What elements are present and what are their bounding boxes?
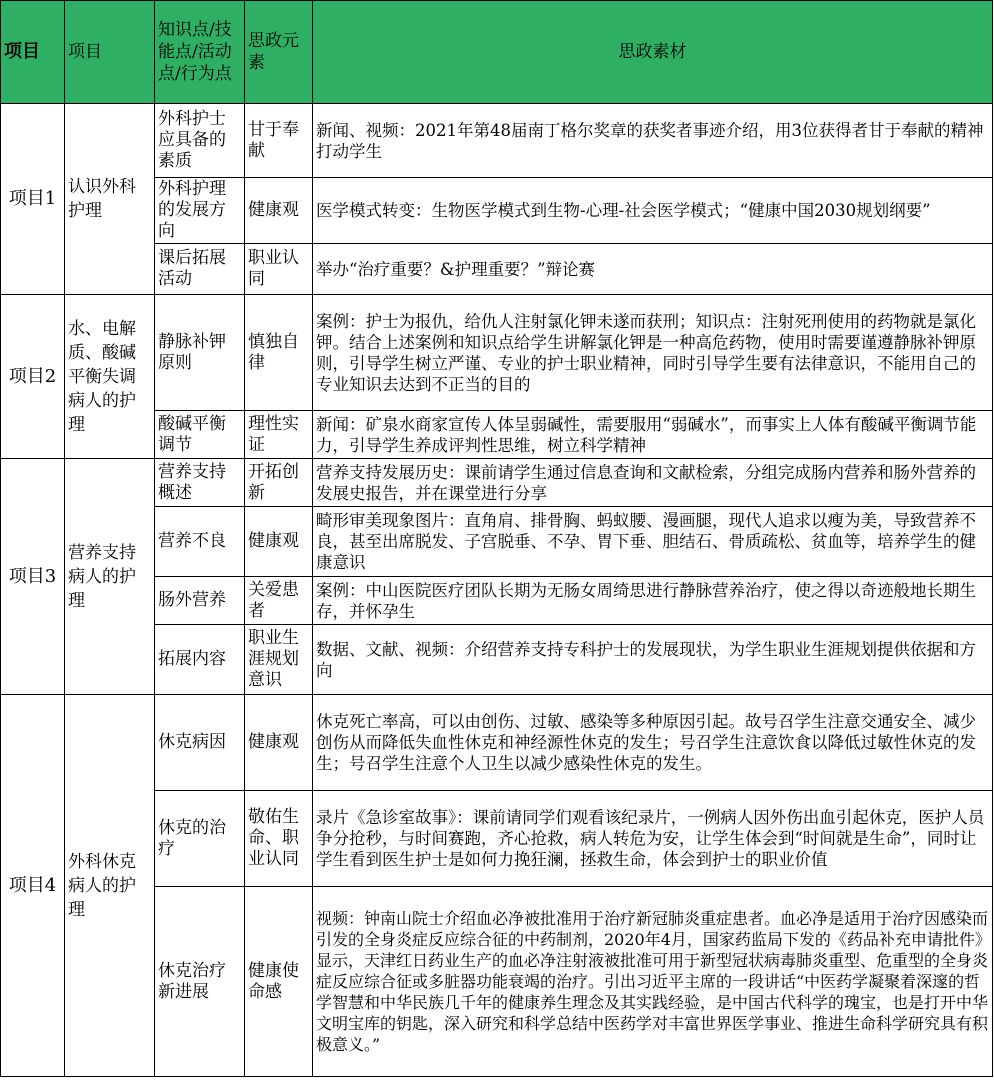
project-name: 认识外科护理 bbox=[65, 104, 155, 295]
project-id: 项目1 bbox=[1, 104, 65, 295]
element-cell: 敬佑生命、职业认同 bbox=[245, 791, 313, 887]
project-name: 水、电解质、酸碱平衡失调病人的护理 bbox=[65, 295, 155, 459]
element-cell: 职业生涯规划意识 bbox=[245, 625, 313, 695]
point-cell: 肠外营养 bbox=[155, 577, 245, 625]
point-cell: 营养支持概述 bbox=[155, 459, 245, 507]
point-cell: 酸碱平衡调节 bbox=[155, 411, 245, 459]
element-cell: 理性实证 bbox=[245, 411, 313, 459]
element-cell: 健康观 bbox=[245, 507, 313, 577]
project-name: 外科休克病人的护理 bbox=[65, 695, 155, 1077]
project-id: 项目4 bbox=[1, 695, 65, 1077]
point-cell: 课后拓展活动 bbox=[155, 244, 245, 295]
point-cell: 静脉补钾原则 bbox=[155, 295, 245, 411]
header-element: 思政元素 bbox=[245, 1, 313, 104]
point-cell: 外科护士应具备的素质 bbox=[155, 104, 245, 178]
table-row bbox=[1, 695, 993, 791]
project-name: 营养支持病人的护理 bbox=[65, 459, 155, 695]
element-cell: 甘于奉献 bbox=[245, 104, 313, 178]
table-row bbox=[1, 104, 993, 178]
header-project-no: 项目 bbox=[1, 1, 65, 104]
element-cell: 关爱患者 bbox=[245, 577, 313, 625]
material-cell: 医学模式转变：生物医学模式到生物-心理-社会医学模式；“健康中国2030规划纲要” bbox=[313, 178, 993, 244]
material-cell: 数据、文献、视频：介绍营养支持专科护士的发展现状，为学生职业生涯规划提供依据和方向 bbox=[313, 625, 993, 695]
material-cell: 案例：护士为报仇，给仇人注射氯化钾未遂而获刑；知识点：注射死刑使用的药物就是氯化钾。结合上述案例和知识点给学生讲解氯化钾是一种高危药物，使用时需要谨遵静脉补钾原则，引导学生树立严谨、专业的护士职业精神，同时引导学生要有法律意识，不能用自己的专业知识去达到不正当的目的 bbox=[313, 295, 993, 411]
point-cell: 营养不良 bbox=[155, 507, 245, 577]
element-cell: 慎独自律 bbox=[245, 295, 313, 411]
point-cell: 休克的治疗 bbox=[155, 791, 245, 887]
material-cell: 新闻、视频：2021年第48届南丁格尔奖章的获奖者事迹介绍，用3位获得者甘于奉献的精神打动学生 bbox=[313, 104, 993, 178]
material-cell: 视频：钟南山院士介绍血必净被批准用于治疗新冠肺炎重症患者。血必净是适用于治疗因感染而引发的全身炎症反应综合征的中药制剂，2020年4月，国家药监局下发的《药品补充申请批件》显示，天津红日药业生产的血必净注射液被批准可用于新型冠状病毒肺炎重型、危重型的全身炎症反应综合征或多脏器功能衰竭的治疗。引出习近平主席的一段讲话“中医药学凝聚着深邃的哲学智慧和中华民族几千年的健康养生理念及其实践经验，是中国古代科学的瑰宝，也是打开中华文明宝库的钥匙，深入研究和科学总结中医药学对丰富世界医学事业、推进生命科学研究具有积极意义。” bbox=[313, 887, 993, 1077]
material-cell: 举办“治疗重要？&护理重要？”辩论赛 bbox=[313, 244, 993, 295]
point-cell: 外科护理的发展方向 bbox=[155, 178, 245, 244]
point-cell: 休克病因 bbox=[155, 695, 245, 791]
material-cell: 营养支持发展历史：课前请学生通过信息查询和文献检索，分组完成肠内营养和肠外营养的发展史报告，并在课堂进行分享 bbox=[313, 459, 993, 507]
table-row bbox=[1, 295, 993, 411]
project-id: 项目2 bbox=[1, 295, 65, 459]
table-row bbox=[1, 459, 993, 507]
point-cell: 拓展内容 bbox=[155, 625, 245, 695]
point-cell: 休克治疗新进展 bbox=[155, 887, 245, 1077]
element-cell: 健康观 bbox=[245, 695, 313, 791]
header-row bbox=[1, 1, 993, 104]
header-point: 知识点/技能点/活动点/行为点 bbox=[155, 1, 245, 104]
element-cell: 职业认同 bbox=[245, 244, 313, 295]
header-project-name: 项目 bbox=[65, 1, 155, 104]
element-cell: 健康使命感 bbox=[245, 887, 313, 1077]
material-cell: 休克死亡率高，可以由创伤、过敏、感染等多种原因引起。故号召学生注意交通安全、减少创伤从而降低失血性休克和神经源性休克的发生；号召学生注意饮食以降低过敏性休克的发生；号召学生注意个人卫生以减少感染性休克的发生。 bbox=[313, 695, 993, 791]
material-cell: 新闻：矿泉水商家宣传人体呈弱碱性，需要服用“弱碱水”，而事实上人体有酸碱平衡调节能力，引导学生养成评判性思维，树立科学精神 bbox=[313, 411, 993, 459]
material-cell: 畸形审美现象图片：直角肩、排骨胸、蚂蚁腰、漫画腿，现代人追求以瘦为美，导致营养不良，甚至出席脱发、子宫脱垂、不孕、胃下垂、胆结石、骨质疏松、贫血等，培养学生的健康意识 bbox=[313, 507, 993, 577]
element-cell: 健康观 bbox=[245, 178, 313, 244]
material-cell: 案例：中山医院医疗团队长期为无肠女周绮思进行静脉营养治疗，使之得以奇迹般地长期生存，并怀孕生 bbox=[313, 577, 993, 625]
element-cell: 开拓创新 bbox=[245, 459, 313, 507]
material-cell: 录片《急诊室故事》：课前请同学们观看该纪录片，一例病人因外伤出血引起休克，医护人员争分抢秒，与时间赛跑，齐心抢救，病人转危为安，让学生体会到“时间就是生命”，同时让学生看到医生护士是如何力挽狂澜，拯救生命，体会到护士的职业价值 bbox=[313, 791, 993, 887]
project-id: 项目3 bbox=[1, 459, 65, 695]
header-material: 思政素材 bbox=[313, 1, 993, 104]
